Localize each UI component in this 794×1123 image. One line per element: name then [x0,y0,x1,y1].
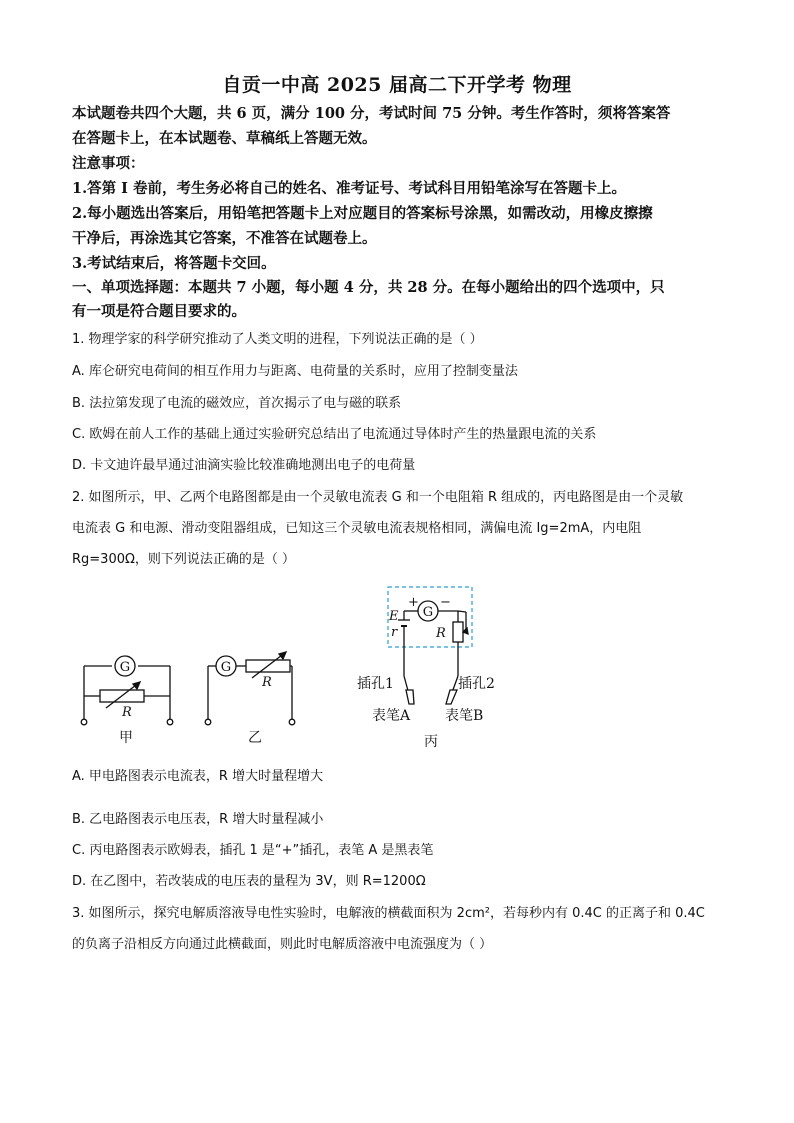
notes-heading: 注意事项： [72,155,145,172]
note-3: 3.考试结束后，将答题卡交回。 [72,255,276,272]
section1-heading-cont: 有一项是符合题目要求的。 [72,303,246,320]
e-label: E [389,609,399,624]
q1-option-b: B. 法拉第发现了电流的磁效应，首次揭示了电与磁的联系 [72,396,402,411]
r-label-bing: R [436,626,446,641]
q2-stem-3: Rg=300Ω，则下列说法正确的是（ ） [72,552,296,567]
r-internal-label: r [391,625,398,640]
q2-option-c: C. 丙电路图表示欧姆表，插孔 1 是“+”插孔，表笔 A 是黑表笔 [72,843,434,858]
label-jia: 甲 [119,730,133,746]
plus-label: + [408,595,419,610]
label-yi: 乙 [248,730,262,746]
q1-option-a: A. 库仑研究电荷间的相互作用力与距离、电荷量的关系时，应用了控制变量法 [72,364,518,379]
exam-title: 自贡一中高 2025 届高二下开学考 物理 [222,74,572,96]
note-2: 2.每小题选出答案后，用铅笔把答题卡上对应题目的答案标号涂黑，如需改动，用橡皮擦擦 [72,205,653,222]
section1-heading: 一、单项选择题：本题共 7 小题，每小题 4 分，共 28 分。在每小题给出的四个选项中，只 [72,279,665,296]
r-label-yi: R [262,675,272,690]
intro-line-2: 在答题卡上，在本试题卷、草稿纸上答题无效。 [72,130,377,147]
label-bing: 丙 [424,734,438,750]
probe-a-label: 表笔A [372,708,411,724]
q1-option-c: C. 欧姆在前人工作的基础上通过实验研究总结出了电流通过导体时产生的热量跟电流的关系 [72,427,597,442]
g-label-yi: G [220,660,232,675]
note-1: 1.答第 I 卷前，考生务必将自己的姓名、准考证号、考试科目用铅笔涂写在答题卡上。 [72,180,627,197]
intro-line-1: 本试题卷共四个大题，共 6 页，满分 100 分，考试时间 75 分钟。考生作答时，须将答案答 [72,105,671,122]
q3-stem-1: 3. 如图所示，探究电解质溶液导电性实验时，电解液的横截面积为 2cm²，若每秒内有 0.4C 的正离子和 0.4C [72,906,705,921]
circuit-yi [205,652,295,725]
minus-label: − [440,595,451,610]
q2-stem-1: 2. 如图所示，甲、乙两个电路图都是由一个灵敏电流表 G 和一个电阻箱 R 组成的，丙电路图是由一个灵敏 [72,490,684,505]
q2-stem-2: 电流表 G 和电源、滑动变阻器组成，已知这三个灵敏电流表规格相同，满偏电流 Ig=2mA，内电阻 [72,521,642,536]
q2-option-d: D. 在乙图中，若改装成的电压表的量程为 3V，则 R=1200Ω [72,874,426,889]
probe-b-label: 表笔B [445,708,484,724]
g-label-jia: G [119,660,131,675]
q2-option-a: A. 甲电路图表示电流表，R 增大时量程增大 [72,769,324,784]
q2-option-b: B. 乙电路图表示电压表，R 增大时量程减小 [72,812,324,827]
q3-stem-2: 的负离子沿相反方向通过此横截面，则此时电解质溶液中电流强度为（ ） [72,937,493,952]
r-label-jia: R [122,705,132,720]
g-label-bing: G [422,605,434,620]
q1-stem: 1. 物理学家的科学研究推动了人类文明的进程，下列说法正确的是（ ） [72,332,483,347]
note-2-cont: 干净后，再涂选其它答案，不准答在试题卷上。 [72,230,377,247]
q1-option-d: D. 卡文迪许最早通过油滴实验比较准确地测出电子的电荷量 [72,458,416,473]
hole1-label: 插孔1 [357,676,394,692]
hole2-label: 插孔2 [458,676,495,692]
